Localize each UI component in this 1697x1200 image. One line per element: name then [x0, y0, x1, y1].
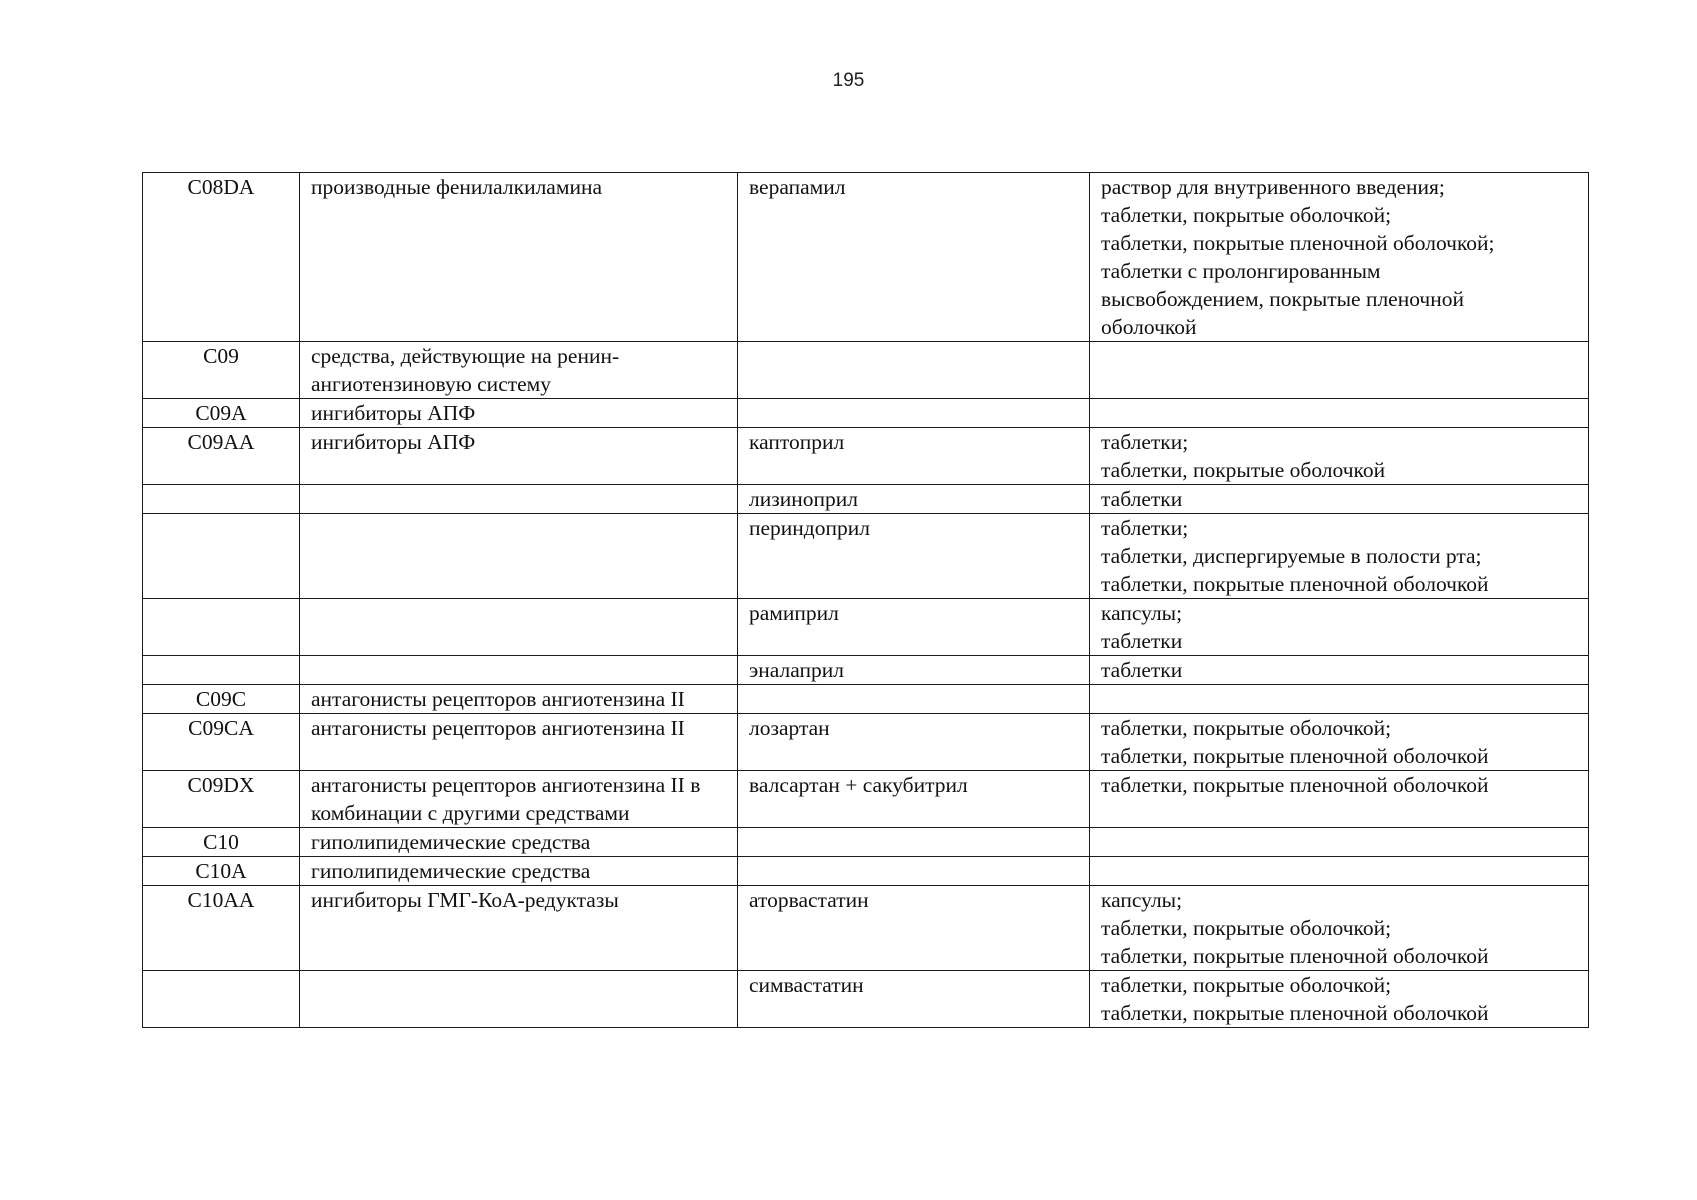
dosage-form-line: капсулы; — [1101, 601, 1183, 625]
drug-name-cell: лизиноприл — [738, 485, 1090, 514]
dosage-forms-cell — [1090, 656, 1589, 685]
table-row — [143, 173, 1589, 342]
atc-code-cell: C09C — [143, 685, 300, 714]
atc-code-cell — [143, 485, 300, 514]
atc-code-cell — [143, 599, 300, 656]
dosage-form-line: таблетки — [1101, 629, 1183, 653]
anatomic-group-cell: антагонисты рецепторов ангиотензина II — [300, 714, 738, 771]
table-row — [143, 514, 1589, 599]
table-row — [143, 714, 1589, 771]
table-row — [143, 857, 1589, 886]
anatomic-group-cell: антагонисты рецепторов ангиотензина II в комбинации с другими средствами — [300, 771, 738, 828]
drug-name-cell: верапамил — [738, 173, 1090, 342]
atc-code-cell: C09A — [143, 399, 300, 428]
table-row — [143, 485, 1589, 514]
dosage-forms-cell — [1090, 399, 1589, 428]
anatomic-group-cell — [300, 485, 738, 514]
dosage-forms-cell — [1090, 514, 1589, 599]
dosage-form-line: таблетки, покрытые оболочкой; — [1101, 203, 1392, 227]
dosage-form-line: таблетки, покрытые пленочной оболочкой — [1101, 572, 1489, 596]
dosage-form-line: таблетки, покрытые оболочкой; — [1101, 716, 1392, 740]
drug-name-cell: периндоприл — [738, 514, 1090, 599]
table-row — [143, 342, 1589, 399]
atc-code-cell: C09AA — [143, 428, 300, 485]
table-row — [143, 428, 1589, 485]
drug-name-cell: рамиприл — [738, 599, 1090, 656]
anatomic-group-cell: ингибиторы АПФ — [300, 428, 738, 485]
drug-name-cell — [738, 399, 1090, 428]
dosage-form-line: таблетки с пролонгированным — [1101, 259, 1381, 283]
dosage-forms-cell — [1090, 342, 1589, 399]
table-row — [143, 599, 1589, 656]
drug-name-cell: валсартан + сакубитрил — [738, 771, 1090, 828]
drug-name-cell — [738, 685, 1090, 714]
table-row — [143, 656, 1589, 685]
anatomic-group-cell: антагонисты рецепторов ангиотензина II — [300, 685, 738, 714]
drug-name-cell: симвастатин — [738, 971, 1090, 1028]
anatomic-group-cell: ингибиторы АПФ — [300, 399, 738, 428]
atc-code-cell — [143, 971, 300, 1028]
atc-code-cell: C09DX — [143, 771, 300, 828]
drug-name-cell: лозартан — [738, 714, 1090, 771]
table-row — [143, 685, 1589, 714]
anatomic-group-cell — [300, 971, 738, 1028]
dosage-forms-cell — [1090, 971, 1589, 1028]
atc-code-cell: C08DA — [143, 173, 300, 342]
dosage-form-line: таблетки, покрытые пленочной оболочкой; — [1101, 231, 1495, 255]
anatomic-group-cell: гиполипидемические средства — [300, 828, 738, 857]
anatomic-group-cell: гиполипидемические средства — [300, 857, 738, 886]
dosage-forms-cell — [1090, 714, 1589, 771]
drug-name-cell — [738, 828, 1090, 857]
dosage-form-line: таблетки, диспергируемые в полости рта; — [1101, 544, 1482, 568]
anatomic-group-cell — [300, 599, 738, 656]
dosage-form-line: высвобождением, покрытые пленочной — [1101, 287, 1465, 311]
table-row — [143, 971, 1589, 1028]
atc-code-cell: C10 — [143, 828, 300, 857]
table-body — [143, 173, 1589, 1028]
dosage-form-line: раствор для внутривенного введения; — [1101, 175, 1445, 199]
anatomic-group-cell: средства, действующие на ренин-ангиотензиновую систему — [300, 342, 738, 399]
dosage-forms-cell — [1090, 173, 1589, 342]
dosage-form-line: таблетки, покрытые оболочкой; — [1101, 916, 1392, 940]
atc-code-cell: C10A — [143, 857, 300, 886]
dosage-forms-cell — [1090, 828, 1589, 857]
dosage-form-line: таблетки; — [1101, 430, 1189, 454]
dosage-forms-cell — [1090, 857, 1589, 886]
dosage-forms-cell — [1090, 771, 1589, 828]
drug-name-cell: аторвастатин — [738, 886, 1090, 971]
dosage-form-line: капсулы; — [1101, 888, 1183, 912]
table-row — [143, 771, 1589, 828]
dosage-forms-cell — [1090, 485, 1589, 514]
drug-table — [142, 172, 1589, 1028]
dosage-form-line: таблетки, покрытые пленочной оболочкой — [1101, 1001, 1489, 1025]
anatomic-group-cell: ингибиторы ГМГ-КоА-редуктазы — [300, 886, 738, 971]
table-row — [143, 399, 1589, 428]
atc-code-cell: C09CA — [143, 714, 300, 771]
drug-name-cell: каптоприл — [738, 428, 1090, 485]
dosage-forms-cell — [1090, 685, 1589, 714]
dosage-form-line: таблетки — [1101, 658, 1183, 682]
drug-name-cell — [738, 857, 1090, 886]
atc-code-cell — [143, 656, 300, 685]
dosage-form-line: таблетки, покрытые пленочной оболочкой — [1101, 744, 1489, 768]
dosage-form-line: таблетки, покрытые оболочкой — [1101, 458, 1386, 482]
page-number: 195 — [832, 70, 865, 91]
dosage-form-line: таблетки, покрытые пленочной оболочкой — [1101, 944, 1489, 968]
table-row — [143, 828, 1589, 857]
dosage-form-line: таблетки, покрытые оболочкой; — [1101, 973, 1392, 997]
dosage-form-line: таблетки, покрытые пленочной оболочкой — [1101, 773, 1489, 797]
dosage-form-line: таблетки; — [1101, 516, 1189, 540]
drug-name-cell — [738, 342, 1090, 399]
dosage-form-line: оболочкой — [1101, 315, 1197, 339]
atc-code-cell: C09 — [143, 342, 300, 399]
atc-code-cell: C10AA — [143, 886, 300, 971]
dosage-forms-cell — [1090, 886, 1589, 971]
anatomic-group-cell — [300, 514, 738, 599]
table-row — [143, 886, 1589, 971]
dosage-forms-cell — [1090, 428, 1589, 485]
atc-code-cell — [143, 514, 300, 599]
dosage-form-line: таблетки — [1101, 487, 1183, 511]
dosage-forms-cell — [1090, 599, 1589, 656]
anatomic-group-cell — [300, 656, 738, 685]
anatomic-group-cell: производные фенилалкиламина — [300, 173, 738, 342]
drug-name-cell: эналаприл — [738, 656, 1090, 685]
